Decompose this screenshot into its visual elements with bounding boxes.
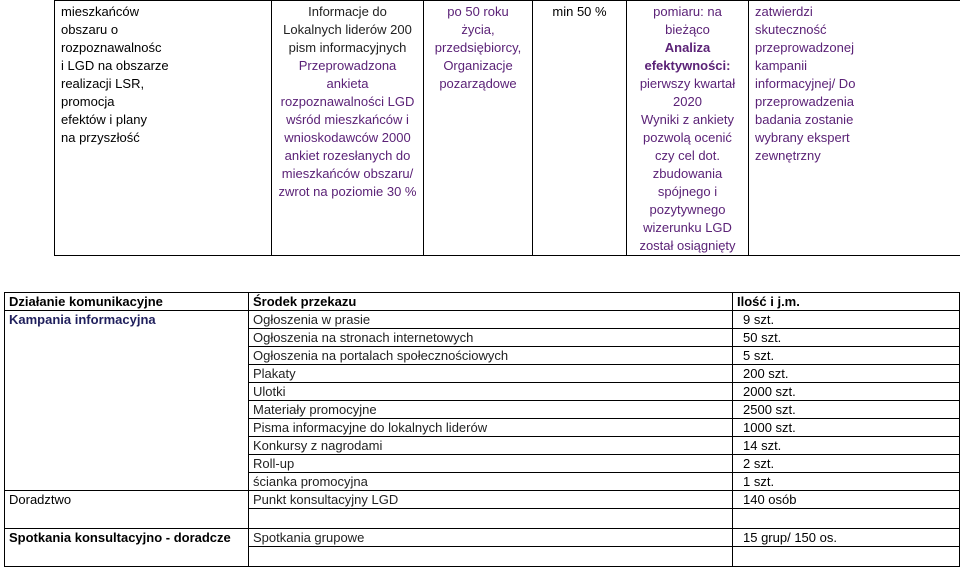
quantity-cell: 50 szt. — [733, 329, 960, 347]
text-line: przedsiębiorcy, — [434, 40, 522, 55]
medium-cell: Ulotki — [249, 383, 733, 401]
text-line: pism informacyjnych — [288, 40, 407, 55]
text-line: wśród mieszkańców i — [286, 112, 409, 127]
text-line: spójnego i — [657, 184, 718, 199]
text-line: kampanii — [755, 58, 808, 73]
text-line: badania zostanie — [755, 112, 854, 127]
text-line: mieszkańców — [61, 4, 140, 19]
table-row — [5, 509, 960, 529]
medium-cell: Plakaty — [249, 365, 733, 383]
text-line: przeprowadzonej — [755, 40, 855, 55]
text-line: czy cel dot. — [654, 148, 721, 163]
target-groups-cell — [424, 1, 533, 256]
text-line: efektów i plany — [61, 112, 147, 127]
group-spacer-cell — [5, 329, 249, 347]
empty-cell — [249, 509, 733, 529]
indicators-cell — [272, 1, 424, 256]
medium-cell: Ogłoszenia na portalach społecznościowych — [249, 347, 733, 365]
text-line: i LGD na obszarze — [61, 58, 169, 73]
empty-cell — [733, 547, 960, 567]
header-medium: Środek przekazu — [249, 293, 733, 311]
text-line: obszaru o — [61, 22, 119, 37]
text-line: Przeprowadzona — [298, 58, 397, 73]
text-line: Organizacje — [443, 58, 513, 73]
text-line: zwrot na poziomie 30 % — [278, 184, 417, 199]
medium-cell: Roll-up — [249, 455, 733, 473]
text-line: wnioskodawców 2000 — [284, 130, 411, 145]
group-spacer-cell — [5, 547, 249, 567]
table-row — [5, 365, 960, 383]
table-row — [5, 529, 960, 547]
text-line: zatwierdzi — [755, 4, 813, 19]
group-spacer-cell — [5, 437, 249, 455]
text-line: przeprowadzenia — [755, 94, 855, 109]
quantity-cell: 1000 szt. — [733, 419, 960, 437]
text-line: ankiet rozesłanych do — [284, 148, 411, 163]
quantity-cell: 9 szt. — [733, 311, 960, 329]
text-line: pozarządowe — [439, 76, 517, 91]
medium-cell: Punkt konsultacyjny LGD — [249, 491, 733, 509]
medium-cell: Konkursy z nagrodami — [249, 437, 733, 455]
evaluation-cell — [627, 1, 749, 256]
medium-cell: Materiały promocyjne — [249, 401, 733, 419]
table-header-row — [5, 293, 960, 311]
group-spacer-cell — [5, 383, 249, 401]
table-row — [5, 311, 960, 329]
text-line: po 50 roku — [447, 4, 509, 19]
quantity-cell: 1 szt. — [733, 473, 960, 491]
threshold-cell — [533, 1, 627, 256]
text-line: wizerunku LGD — [643, 220, 732, 235]
table-row — [5, 437, 960, 455]
header-quantity: Ilość i j.m. — [733, 293, 960, 311]
quantity-cell: 14 szt. — [733, 437, 960, 455]
text-line: min 50 % — [552, 4, 607, 19]
quantity-cell: 2 szt. — [733, 455, 960, 473]
group-spacer-cell — [5, 401, 249, 419]
text-line: ankieta — [326, 76, 369, 91]
quantity-cell: 140 osób — [733, 491, 960, 509]
responsible-cell — [749, 1, 960, 256]
empty-cell — [733, 509, 960, 529]
empty-cell — [249, 547, 733, 567]
text-line: Wyniki z ankiety — [640, 112, 735, 127]
text-line: skuteczność — [755, 22, 827, 37]
text-line: rozpoznawalności LGD — [280, 94, 415, 109]
text-line: został osiągnięty — [639, 238, 736, 253]
table-row — [5, 383, 960, 401]
communication-table — [4, 292, 960, 567]
table-row — [5, 455, 960, 473]
text-line: informacyjnej/ Do — [755, 76, 856, 91]
text-line: pierwszy kwartał — [639, 76, 736, 91]
quantity-cell: 5 szt. — [733, 347, 960, 365]
objective-cell — [55, 1, 272, 256]
group-spacer-cell — [5, 419, 249, 437]
text-line: realizacji LSR, — [61, 76, 145, 91]
group-spacer-cell — [5, 347, 249, 365]
table-row — [5, 329, 960, 347]
medium-cell: Spotkania grupowe — [249, 529, 733, 547]
text-line: mieszkańców obszaru/ — [281, 166, 414, 181]
table-row — [5, 419, 960, 437]
group-label-campaign: Kampania informacyjna — [5, 311, 249, 329]
quantity-cell: 15 grup/ 150 os. — [733, 529, 960, 547]
group-spacer-cell — [5, 509, 249, 529]
table-row — [5, 401, 960, 419]
text-line: życia, — [461, 22, 495, 37]
text-line: zewnętrzny — [755, 148, 821, 163]
text-line: zbudowania — [652, 166, 723, 181]
medium-cell: ścianka promocyjna — [249, 473, 733, 491]
text-line: 2020 — [673, 94, 702, 109]
table-row — [5, 491, 960, 509]
text-line: Analiza — [664, 40, 711, 55]
text-line: promocja — [61, 94, 115, 109]
header-action: Działanie komunikacyjne — [5, 293, 249, 311]
table-row — [55, 1, 960, 256]
table-row — [5, 473, 960, 491]
text-line: Lokalnych liderów 200 — [283, 22, 412, 37]
text-line: pozytywnego — [649, 202, 726, 217]
table-row — [5, 347, 960, 365]
text-line: rozpoznawalnośc — [61, 40, 162, 55]
medium-cell: Pisma informacyjne do lokalnych liderów — [249, 419, 733, 437]
quantity-cell: 2000 szt. — [733, 383, 960, 401]
group-label-advisory: Doradztwo — [5, 491, 249, 509]
group-label-meetings: Spotkania konsultacyjno - doradcze — [5, 529, 249, 547]
text-line: efektywności: — [644, 58, 731, 73]
text-line: wybrany ekspert — [755, 130, 850, 145]
medium-cell: Ogłoszenia na stronach internetowych — [249, 329, 733, 347]
group-spacer-cell — [5, 365, 249, 383]
table-row — [5, 547, 960, 567]
text-line: na przyszłość — [61, 130, 140, 145]
text-line: pozwolą ocenić — [643, 130, 732, 145]
text-line: pomiaru: na — [653, 4, 722, 19]
group-spacer-cell — [5, 473, 249, 491]
quantity-cell: 200 szt. — [733, 365, 960, 383]
group-spacer-cell — [5, 455, 249, 473]
text-line: Informacje do — [308, 4, 387, 19]
medium-cell: Ogłoszenia w prasie — [249, 311, 733, 329]
quantity-cell: 2500 szt. — [733, 401, 960, 419]
text-line: bieżąco — [665, 22, 710, 37]
objectives-table — [54, 0, 960, 256]
